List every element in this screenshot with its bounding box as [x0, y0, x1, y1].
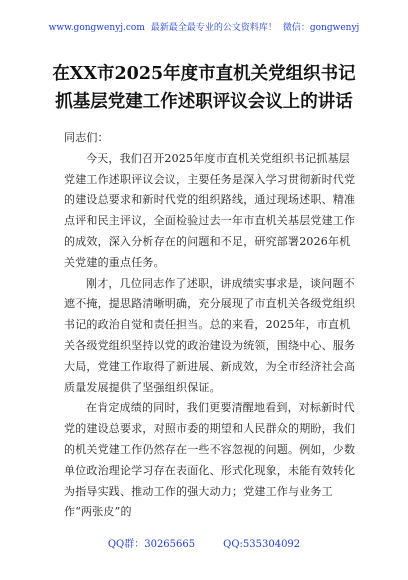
paragraph-3: 在肯定成绩的同时，我们更要清醒地看到，对标新时代党的建设总要求，对照市委的期望和人民群众的期盼，我们的机关党建工作仍然存在一些不容忽视的问题。例如，少数单位政治理论学习存在表面化、形式化现象，未能有效转化为指导实践、推动工作的强大动力；党建工作与业务工作“两张皮”的	[64, 401, 356, 519]
header-wechat: 微信：gongwenyj	[282, 23, 360, 33]
document-title	[0, 60, 408, 116]
title-line-1: 在XX市2025年度市直机关党组织书记	[52, 64, 356, 84]
footer-qq: QQ:535304092	[223, 539, 301, 550]
document-body	[64, 128, 360, 523]
title-line-2: 抓基层党建工作述职评议会议上的讲话	[55, 92, 353, 112]
page-footer	[0, 538, 408, 551]
salutation: 同志们：	[64, 131, 109, 144]
page-header	[0, 22, 408, 34]
header-slogan: 最新最全最专业的公文资料库！	[150, 23, 277, 33]
paragraph-2: 刚才，几位同志作了述职，讲成绩实事求是，谈问题不遮不掩，提思路清晰明确，充分展现了市直机关各级党组织书记的政治自觉和责任担当。总的来看，2025年，市直机关各级党组织坚持以党的政治建设为统领，围绕中心、服务大局，党建工作取得了新进展、新成效，为全市经济社会高质量发展提供了坚强组织保证。	[64, 276, 356, 394]
header-site-link[interactable]: www.gongwenyj.com	[48, 23, 145, 33]
footer-qq-group: QQ群：30265665	[107, 539, 196, 550]
paragraph-1: 今天，我们召开2025年度市直机关党组织书记抓基层党建工作述职评议会议，主要任务是深入学习贯彻新时代党的建设总要求和新时代党的组织路线，通过现场述职、精准点评和民主评议，全面检验过去一年市直机关基层党建工作的成效，深入分析存在的问题和不足，研究部署2026年机关党建的重点任务。	[64, 151, 356, 269]
